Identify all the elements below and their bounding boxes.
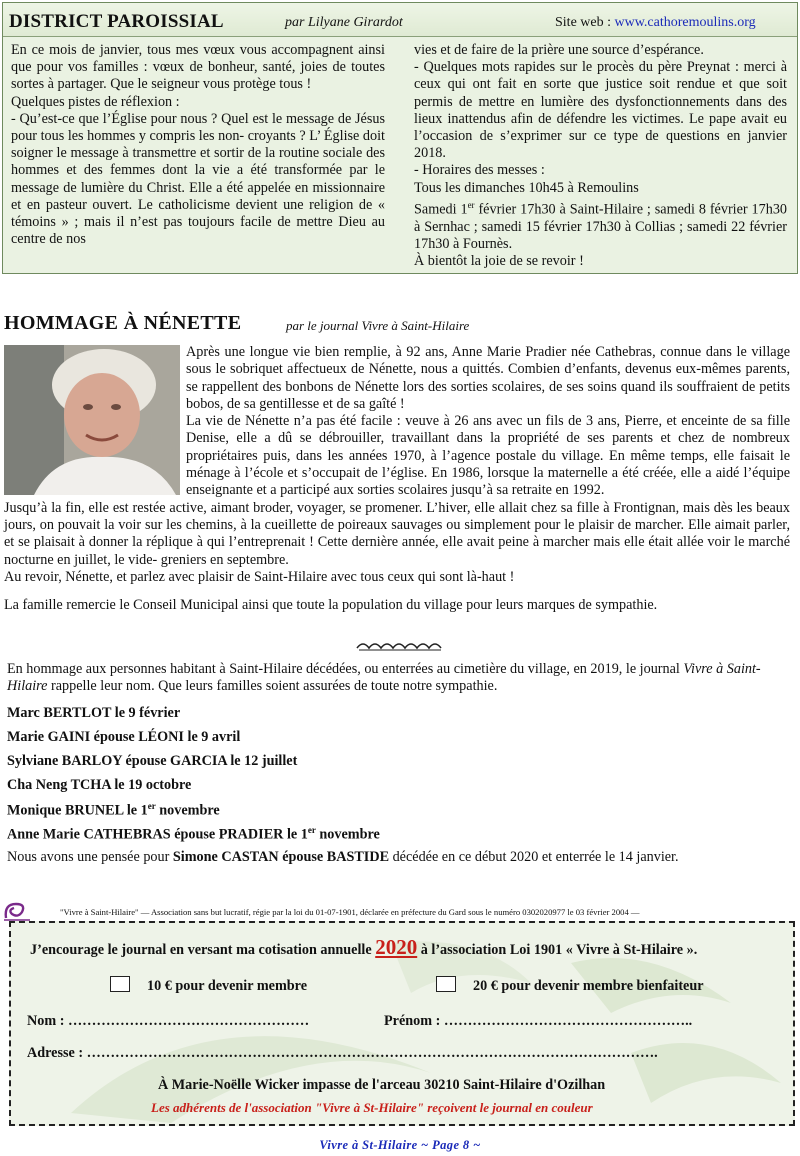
memoriam-name xyxy=(7,729,240,746)
membership-coupon xyxy=(9,921,795,1126)
memoriam-intro-text: En hommage aux personnes habitant à Saint-Hilaire décédées, ou enterrées au cimetière du village, en 2019, le journal xyxy=(7,661,684,677)
coupon-address-to: À Marie-Noëlle Wicker impasse de l'arceau 30210 Saint-Hilaire d'Ozilhan xyxy=(158,1077,606,1093)
memoriam-name xyxy=(7,705,180,722)
district-paragraph: Quelques pistes de réflexion : xyxy=(11,93,180,110)
district-paragraph: En ce mois de janvier, tous mes vœux vous accompagnent ainsi que pour vos familles : vœux de bonheur, santé, joies de toutes sortes à partager. Que le seigneur vous protège tous ! xyxy=(11,42,385,93)
district-site xyxy=(555,15,756,31)
hommage-paragraph: Jusqu’à la fin, elle est restée active, aimant broder, voyager, se promener. L’hiver, elle allait chez sa fille à Frontignan, mais dès les beaux jours, on pouvait la voir sur les chemins, à la cueillette de poireaux sauvages ou simplement pour le plaisir de marcher. Elle aimait parler, et se plaisait à donner la réplique à qui l’entreprenait ! Cette dernière année, elle avait peine à marcher mais elle était allée voir le marché nocturne en juillet, le vide- greniers en septembre. xyxy=(4,499,790,568)
hommage-byline: par le journal Vivre à Saint-Hilaire xyxy=(286,318,470,333)
memoriam-note-text: décédée en ce début 2020 et enterrée le 14 janvier. xyxy=(389,849,679,865)
prenom-field[interactable]: Prénom : …………………………………………….. xyxy=(384,1013,693,1029)
memoriam-name-text: Sylviane BARLOY épouse GARCIA le 12 juillet xyxy=(7,753,298,769)
coupon-lead-text: à l’association Loi 1901 « Vivre à St-Hilaire ». xyxy=(417,942,698,958)
memoriam-name xyxy=(7,777,191,794)
district-paragraph: Tous les dimanches 10h45 à Remoulins xyxy=(414,179,639,196)
coupon-year: 2020 xyxy=(375,935,418,959)
hommage-article xyxy=(4,344,790,586)
district-header xyxy=(3,3,797,37)
journal-name: Vivre à Saint-Hilaire xyxy=(7,661,761,695)
benefactor-checkbox[interactable] xyxy=(436,976,456,992)
district-byline: par Lilyane Girardot xyxy=(285,15,403,30)
benefactor-option-label: 20 € pour devenir membre bienfaiteur xyxy=(473,978,704,994)
district-paragraph: - Quelques mots rapides sur le procès du père Preynat : merci à ceux qui ont fait en sorte que justice soit rendue et que soit permis de mettre en lumière des dysfonctionnements dans des lieux inattendus afin de défendre les victimes. Le pape avait eu l’occasion de s’exprimer sur ce type de questions en janvier 2018. xyxy=(414,59,787,162)
mass-schedule xyxy=(414,197,787,253)
memoriam-note-name: Simone CASTAN épouse BASTIDE xyxy=(172,849,390,865)
member-option-label: 10 € pour devenir membre xyxy=(147,978,307,994)
memoriam-name-text: Monique BRUNEL le 1 xyxy=(7,802,148,819)
nom-field[interactable]: Nom : …………………………………………… xyxy=(27,1013,310,1029)
memoriam-name-text: Cha Neng TCHA le 19 octobre xyxy=(7,777,192,793)
district-paragraph: - Qu’est-ce que l’Église pour nous ? Quel est le message de Jésus pour tous les hommes y compris les non- croyants ? L’ Église doit soigner le message à transmettre et sortir de la routine sociale des hommes et des femmes dont la vie a été transformée par le message de lumière du Christ. Elle a été appelée en missionnaire et en pasteur ouvert. Le catholicisme devient une religion de « témoins » ; mais il n’est pas toujours facile de mettre Dieu au centre de nos xyxy=(11,110,385,248)
memoriam-name xyxy=(7,801,220,820)
district-column-1 xyxy=(11,42,385,248)
memoriam-sup: er xyxy=(307,825,316,835)
family-thanks: La famille remercie le Conseil Municipal ainsi que toute la population du village pour leurs marques de sympathie. xyxy=(4,597,658,613)
memoriam-intro xyxy=(7,661,787,696)
coupon-lead-text: J’encourage le journal en versant ma cotisation annuelle xyxy=(30,942,376,958)
memoriam-name xyxy=(7,825,380,844)
memoriam-name-text: Marc BERTLOT le 9 février xyxy=(7,705,181,721)
site-url-link[interactable]: www.cathoremoulins.org xyxy=(614,15,756,30)
ornament-divider-icon xyxy=(355,640,445,652)
hommage-paragraph: Après une longue vie bien remplie, à 92 ans, Anne Marie Pradier née Cathebras, connue dans le village sous le sobriquet affectueux de Nénette, nous a quittés. Combien d’enfants, devenus eux-mêmes parents, se rappellent des bonbons de Nénette lors des sorties scolaires, de ses soins quand ils souffraient de petits bobos, de sa gentillesse et de sa gaîté ! xyxy=(186,344,790,412)
hommage-paragraph: Au revoir, Nénette, et parlez avec plaisir de Saint-Hilaire avec tous ceux qui sont là-haut ! xyxy=(4,568,515,585)
mass-text: février 17h30 à Saint-Hilaire ; samedi 8 février 17h30 à Sernhac ; samedi 15 février 17h30 à Collias ; samedi 22 février 17h30 à Fournès. xyxy=(414,201,788,252)
district-paragraph: - Horaires des messes : xyxy=(414,162,545,179)
adresse-field[interactable]: Adresse : …………………………………………………………………………………………………………. xyxy=(27,1045,658,1061)
district-paragraph: vies et de faire de la prière une source d’espérance. xyxy=(414,42,704,58)
memoriam-name xyxy=(7,753,297,770)
site-label: Site web : xyxy=(555,15,615,30)
district-paroissial-section xyxy=(2,2,798,274)
association-legal-line: "Vivre à Saint-Hilaire" — Association sans but lucratif, régie par la loi du 01-07-1901, déclarée en préfecture du Gard sous le numéro 0302020977 le 03 février 2004 — xyxy=(60,907,640,917)
memoriam-name-text: Anne Marie CATHEBRAS épouse PRADIER le 1 xyxy=(7,826,308,843)
memoriam-name-text: novembre xyxy=(315,826,380,843)
memoriam-note xyxy=(7,849,679,866)
memoriam-note-text: Nous avons une pensée pour xyxy=(7,849,173,865)
district-title: DISTRICT PAROISSIAL xyxy=(9,11,224,32)
memoriam-name-text: Marie GAINI épouse LÉONI le 9 avril xyxy=(7,729,241,745)
member-checkbox[interactable] xyxy=(110,976,130,992)
page-footer: Vivre à St-Hilaire ~ Page 8 ~ xyxy=(319,1138,481,1152)
coupon-color-note: Les adhérents de l'association "Vivre à St-Hilaire" reçoivent le journal en couleur xyxy=(151,1100,593,1115)
hommage-paragraph: La vie de Nénette n’a pas été facile : veuve à 26 ans avec un fils de 3 ans, Pierre, et enceinte de sa fille Denise, elle a dû se débrouiller, travaillant dans la propriété de ses parents et chez de nombreux propriétaires puis, dans les années 1970, à l’agence postale du village. En même temps, elle faisait le ménage à l’école et s’occupait de l’église. En 1986, lorsque la maternelle a été créée, elle a aidé l’équipe enseignante et a participé aux sorties scolaires jusqu’à sa retraite en 1992. xyxy=(186,413,790,499)
memoriam-name-text: novembre xyxy=(155,802,220,819)
coupon-lead xyxy=(30,935,697,960)
hommage-title: HOMMAGE À NÉNETTE xyxy=(4,312,242,334)
memoriam-intro-text: rappelle leur nom. Que leurs familles soient assurées de toute notre sympathie. xyxy=(47,678,498,695)
memoriam-sup: er xyxy=(147,801,156,811)
district-closing: À bientôt la joie de se revoir ! xyxy=(414,253,584,270)
mass-text: Samedi 1 xyxy=(414,201,468,218)
mass-sup: er xyxy=(467,199,475,210)
district-column-2 xyxy=(414,42,787,270)
